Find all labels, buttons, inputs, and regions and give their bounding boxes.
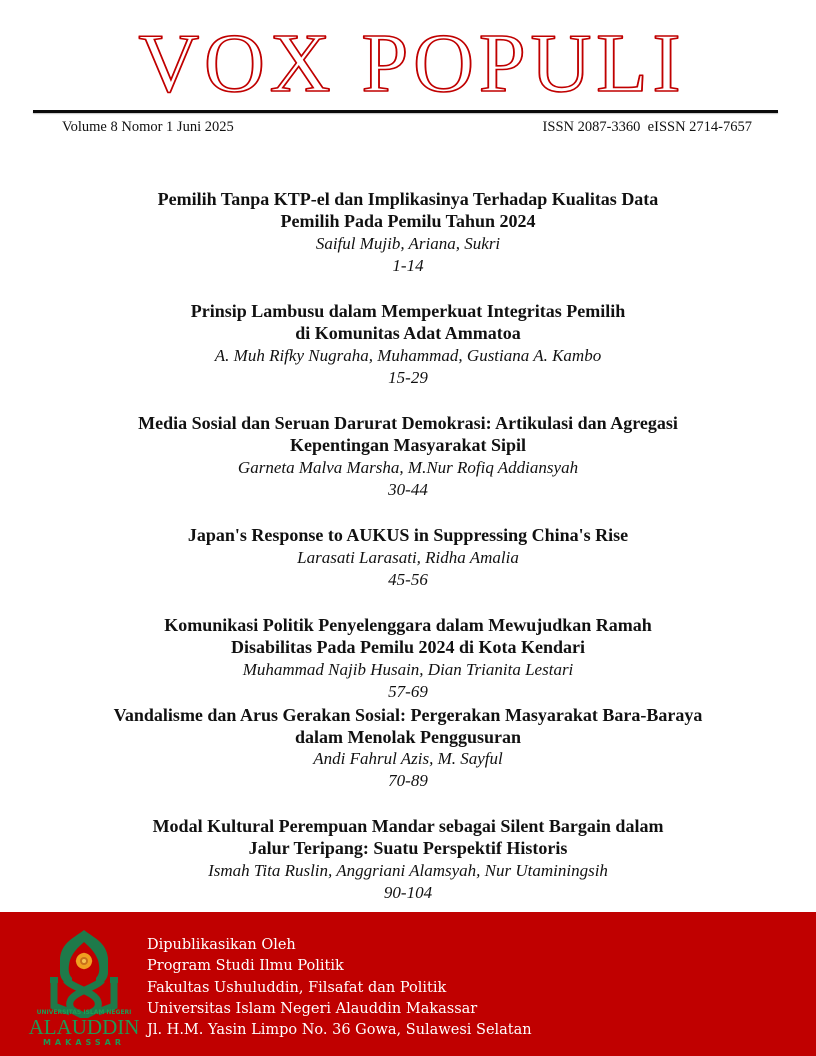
article-title-line: Jalur Teripang: Suatu Perspektif Historis: [248, 838, 568, 858]
article-authors: Muhammad Najib Husain, Dian Trianita Lestari: [242, 660, 574, 679]
article-title-line: Pemilih Tanpa KTP-el dan Implikasinya Terhadap Kualitas Data: [157, 189, 659, 209]
issue-info: Volume 8 Nomor 1 Juni 2025: [62, 119, 234, 135]
publisher-line: Fakultas Ushuluddin, Filsafat dan Politik: [147, 979, 447, 996]
article-authors: Ismah Tita Ruslin, Anggriani Alamsyah, Nur Utaminingsih: [208, 861, 608, 880]
logo-top-text: UNIVERSITAS ISLAM NEGERI: [36, 1009, 132, 1016]
journal-title: VOX POPULI: [138, 17, 686, 110]
article-title-line: Modal Kultural Perempuan Mandar sebagai Silent Bargain dalam: [152, 816, 664, 836]
article-title-line: Vandalisme dan Arus Gerakan Sosial: Pergerakan Masyarakat Bara-Baraya: [113, 705, 703, 725]
masthead: [0, 17, 816, 110]
article-authors: Saiful Mujib, Ariana, Sukri: [315, 234, 501, 253]
article-title-line: Pemilih Pada Pemilu Tahun 2024: [280, 211, 536, 231]
article-authors: Garneta Malva Marsha, M.Nur Rofiq Addiansyah: [237, 458, 579, 477]
logo-name: ALAUDDIN: [28, 1015, 140, 1039]
article-title-line: Japan's Response to AUKUS in Suppressing China's Rise: [187, 525, 629, 545]
header-rule: [33, 110, 778, 113]
article-title-line: Disabilitas Pada Pemilu 2024 di Kota Kendari: [230, 637, 586, 657]
article-title-line: di Komunitas Adat Ammatoa: [295, 323, 521, 343]
article-pages: 15-29: [388, 368, 428, 387]
issn-info: ISSN 2087-3360 eISSN 2714-7657: [542, 119, 752, 135]
article-title-line: Kepentingan Masyarakat Sipil: [289, 435, 527, 455]
publisher-line: Universitas Islam Negeri Alauddin Makassar: [147, 1000, 478, 1017]
article-authors: A. Muh Rifky Nugraha, Muhammad, Gustiana A. Kambo: [214, 346, 602, 365]
article-pages: 57-69: [388, 682, 428, 701]
publisher-line: Dipublikasikan Oleh: [147, 937, 296, 953]
article-title-line: Media Sosial dan Seruan Darurat Demokrasi: Artikulasi dan Agregasi: [138, 413, 678, 433]
publisher-footer: [0, 912, 816, 1056]
publisher-info: [147, 935, 532, 1041]
publisher-line: Program Studi Ilmu Politik: [147, 958, 344, 975]
article-title-line: Komunikasi Politik Penyelenggara dalam Mewujudkan Ramah: [164, 615, 652, 635]
issue-line: [62, 118, 752, 136]
uin-alauddin-logo-icon: [34, 928, 134, 1018]
article-pages: 30-44: [388, 480, 428, 499]
article-pages: 1-14: [392, 256, 424, 275]
article-title-line: dalam Menolak Penggusuran: [294, 727, 522, 747]
article-authors: Andi Fahrul Azis, M. Sayful: [313, 749, 503, 768]
article-pages: 45-56: [388, 570, 428, 589]
logo-city: MAKASSAR: [42, 1038, 126, 1047]
article-title-line: Prinsip Lambusu dalam Memperkuat Integritas Pemilih: [190, 301, 626, 321]
article-pages: 70-89: [388, 771, 428, 790]
publisher-line: Jl. H.M. Yasin Limpo No. 36 Gowa, Sulawesi Selatan: [147, 1022, 532, 1039]
article-authors: Larasati Larasati, Ridha Amalia: [297, 548, 519, 567]
article-pages: 90-104: [383, 883, 433, 902]
